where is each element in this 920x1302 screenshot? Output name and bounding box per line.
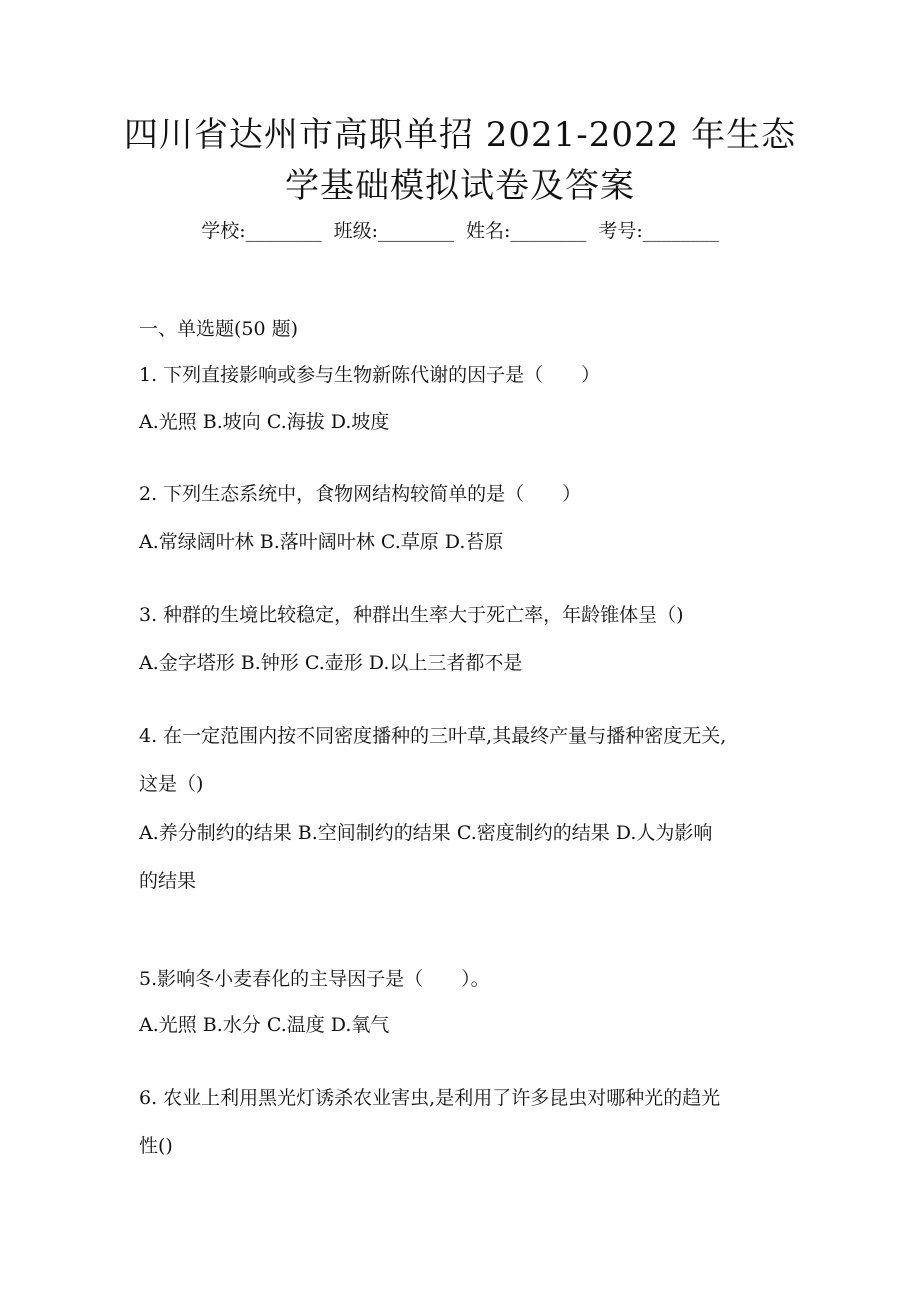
- question-3-options: A.金字塔形 B.钟形 C.壶形 D.以上三者都不是: [139, 652, 523, 674]
- question-2-stem: 2. 下列生态系统中，食物网结构较简单的是（ ）: [139, 483, 582, 505]
- section-heading: 一、单选题(50 题): [139, 318, 299, 340]
- exam-number-field: 考号:________: [598, 220, 719, 242]
- question-6-stem-line-1: 6. 农业上利用黑光灯诱杀农业害虫,是利用了许多昆虫对哪种光的趋光: [139, 1087, 721, 1109]
- question-4-options-line-1: A.养分制约的结果 B.空间制约的结果 C.密度制约的结果 D.人为影响: [139, 822, 713, 844]
- class-field: 班级:________: [333, 220, 454, 242]
- question-3-stem: 3. 种群的生境比较稳定，种群出生率大于死亡率，年龄锥体呈（): [139, 604, 684, 626]
- question-1-stem: 1. 下列直接影响或参与生物新陈代谢的因子是（ ）: [139, 364, 601, 386]
- question-2-options: A.常绿阔叶林 B.落叶阔叶林 C.草原 D.苔原: [139, 531, 504, 553]
- question-1-options: A.光照 B.坡向 C.海拔 D.坡度: [139, 411, 390, 433]
- question-4-stem-line-2: 这是（): [139, 773, 204, 795]
- school-field: 学校:________: [201, 220, 322, 242]
- exam-title-line-1: 四川省达州市高职单招 2021-2022 年生态: [123, 115, 797, 155]
- name-field: 姓名:________: [466, 220, 587, 242]
- question-5-stem: 5.影响冬小麦春化的主导因子是（ ）。: [139, 968, 490, 990]
- question-4-stem-line-1: 4. 在一定范围内按不同密度播种的三叶草,其最终产量与播种密度无关,: [139, 725, 727, 747]
- question-6-stem-line-2: 性(): [139, 1135, 173, 1157]
- question-4-options-line-2: 的结果: [139, 870, 197, 892]
- question-5-options: A.光照 B.水分 C.温度 D.氧气: [139, 1014, 390, 1036]
- student-info-row: [0, 218, 920, 244]
- exam-title-line-2: 学基础模拟试卷及答案: [285, 166, 635, 206]
